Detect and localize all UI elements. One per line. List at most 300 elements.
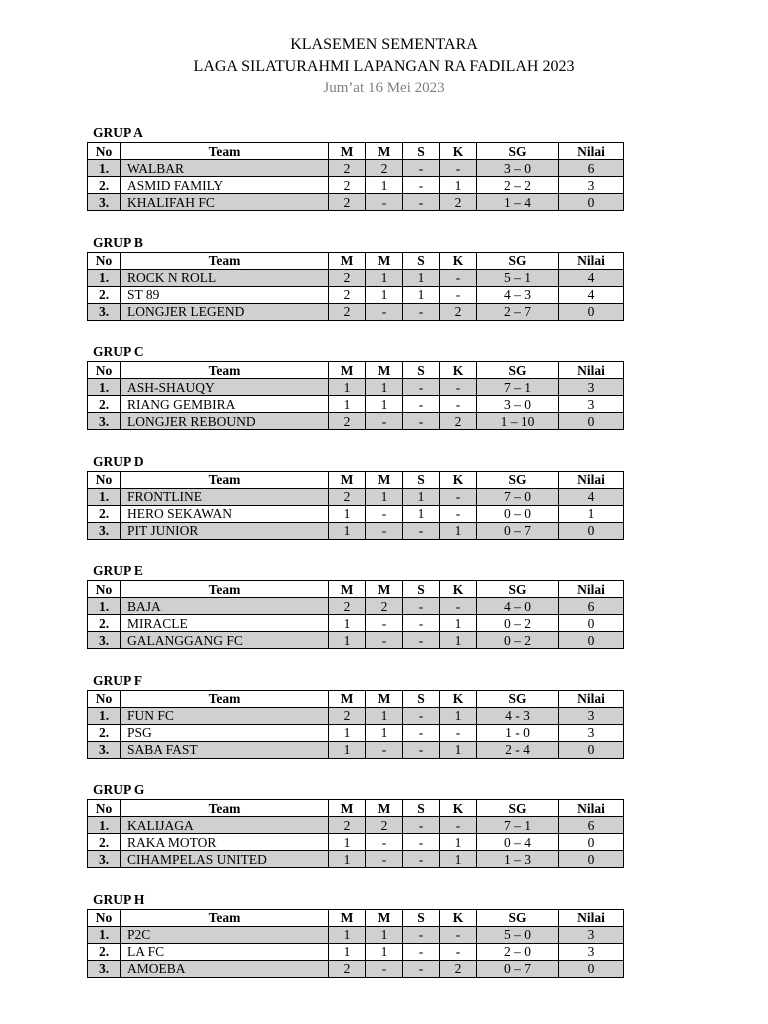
group-title: GRUP G	[93, 782, 145, 797]
goal-score: 7 – 0	[477, 488, 559, 505]
table-row	[88, 598, 624, 615]
standings-groups	[87, 125, 624, 1001]
table-row	[88, 851, 624, 868]
row-number: 1.	[88, 817, 121, 834]
column-header: M	[366, 471, 403, 488]
goal-score: 3 – 0	[477, 396, 559, 413]
won: 2	[366, 160, 403, 177]
draw: -	[403, 851, 440, 868]
column-header: K	[440, 800, 477, 817]
goal-score: 4 – 0	[477, 598, 559, 615]
row-number: 1.	[88, 160, 121, 177]
column-header: SG	[477, 362, 559, 379]
column-header: M	[329, 362, 366, 379]
table-row	[88, 741, 624, 758]
column-header: No	[88, 143, 121, 160]
team-name: RIANG GEMBIRA	[121, 396, 329, 413]
lost: 1	[440, 741, 477, 758]
lost: -	[440, 286, 477, 303]
won: 2	[366, 598, 403, 615]
points: 4	[559, 269, 624, 286]
draw: -	[403, 707, 440, 724]
played: 1	[329, 834, 366, 851]
lost: 1	[440, 522, 477, 539]
column-header: Nilai	[559, 690, 624, 707]
played: 2	[329, 160, 366, 177]
points: 3	[559, 379, 624, 396]
row-number: 3.	[88, 522, 121, 539]
goal-score: 2 - 4	[477, 741, 559, 758]
lost: 2	[440, 194, 477, 211]
row-number: 2.	[88, 505, 121, 522]
group-section	[87, 454, 624, 564]
points: 4	[559, 488, 624, 505]
played: 1	[329, 632, 366, 649]
team-name: GALANGGANG FC	[121, 632, 329, 649]
draw: -	[403, 413, 440, 430]
lost: 1	[440, 615, 477, 632]
column-header: K	[440, 252, 477, 269]
draw: -	[403, 598, 440, 615]
table-row	[88, 194, 624, 211]
goal-score: 3 – 0	[477, 160, 559, 177]
goal-score: 4 - 3	[477, 707, 559, 724]
column-header: K	[440, 690, 477, 707]
column-header: Team	[121, 362, 329, 379]
group-section	[87, 673, 624, 783]
column-header: No	[88, 252, 121, 269]
draw: -	[403, 194, 440, 211]
draw: -	[403, 396, 440, 413]
goal-score: 0 – 2	[477, 615, 559, 632]
played: 2	[329, 817, 366, 834]
played: 2	[329, 960, 366, 977]
points: 3	[559, 707, 624, 724]
column-header: No	[88, 581, 121, 598]
points: 0	[559, 303, 624, 320]
played: 1	[329, 926, 366, 943]
draw: 1	[403, 286, 440, 303]
row-number: 3.	[88, 960, 121, 977]
table-row	[88, 522, 624, 539]
row-number: 2.	[88, 286, 121, 303]
column-header: M	[329, 800, 366, 817]
standings-table	[87, 252, 624, 321]
row-number: 2.	[88, 615, 121, 632]
table-row	[88, 834, 624, 851]
column-header: K	[440, 471, 477, 488]
row-number: 1.	[88, 488, 121, 505]
row-number: 3.	[88, 851, 121, 868]
table-row	[88, 926, 624, 943]
column-header: Team	[121, 800, 329, 817]
points: 0	[559, 632, 624, 649]
column-header: Nilai	[559, 581, 624, 598]
team-name: P2C	[121, 926, 329, 943]
points: 0	[559, 741, 624, 758]
standings-table	[87, 580, 624, 649]
lost: -	[440, 505, 477, 522]
points: 0	[559, 851, 624, 868]
draw: 1	[403, 505, 440, 522]
column-header: M	[329, 252, 366, 269]
points: 0	[559, 413, 624, 430]
goal-score: 7 – 1	[477, 379, 559, 396]
lost: 1	[440, 632, 477, 649]
won: 1	[366, 286, 403, 303]
team-name: HERO SEKAWAN	[121, 505, 329, 522]
team-name: FRONTLINE	[121, 488, 329, 505]
draw: -	[403, 177, 440, 194]
row-number: 2.	[88, 943, 121, 960]
won: -	[366, 851, 403, 868]
column-header: M	[329, 690, 366, 707]
column-header: SG	[477, 690, 559, 707]
team-name: LA FC	[121, 943, 329, 960]
lost: -	[440, 379, 477, 396]
row-number: 2.	[88, 834, 121, 851]
won: -	[366, 194, 403, 211]
standings-table	[87, 471, 624, 540]
played: 1	[329, 741, 366, 758]
column-header: M	[329, 143, 366, 160]
played: 2	[329, 488, 366, 505]
team-name: ROCK N ROLL	[121, 269, 329, 286]
team-name: KHALIFAH FC	[121, 194, 329, 211]
team-name: RAKA MOTOR	[121, 834, 329, 851]
team-name: KALIJAGA	[121, 817, 329, 834]
goal-score: 0 – 0	[477, 505, 559, 522]
team-name: LONGJER REBOUND	[121, 413, 329, 430]
won: 1	[366, 269, 403, 286]
row-number: 2.	[88, 396, 121, 413]
column-header: M	[329, 581, 366, 598]
table-row	[88, 396, 624, 413]
column-header: K	[440, 909, 477, 926]
document-title: KLASEMEN SEMENTARA	[290, 36, 478, 53]
column-header: M	[366, 581, 403, 598]
draw: -	[403, 615, 440, 632]
column-header: M	[366, 362, 403, 379]
team-name: WALBAR	[121, 160, 329, 177]
column-header: SG	[477, 471, 559, 488]
table-row	[88, 724, 624, 741]
table-row	[88, 379, 624, 396]
column-header: SG	[477, 909, 559, 926]
column-header: S	[403, 800, 440, 817]
table-row	[88, 615, 624, 632]
row-number: 3.	[88, 194, 121, 211]
team-name: LONGJER LEGEND	[121, 303, 329, 320]
goal-score: 4 – 3	[477, 286, 559, 303]
played: 2	[329, 707, 366, 724]
row-number: 1.	[88, 707, 121, 724]
lost: 2	[440, 960, 477, 977]
column-header: M	[329, 471, 366, 488]
group-title: GRUP F	[93, 672, 143, 688]
table-row	[88, 943, 624, 960]
points: 0	[559, 194, 624, 211]
won: -	[366, 413, 403, 430]
group-title: GRUP B	[93, 234, 143, 250]
table-header-row	[88, 362, 624, 379]
column-header: SG	[477, 800, 559, 817]
goal-score: 2 – 7	[477, 303, 559, 320]
won: -	[366, 834, 403, 851]
won: 1	[366, 379, 403, 396]
table-row	[88, 488, 624, 505]
table-header-row	[88, 800, 624, 817]
points: 3	[559, 724, 624, 741]
points: 1	[559, 505, 624, 522]
goal-score: 5 – 0	[477, 926, 559, 943]
column-header: M	[366, 143, 403, 160]
row-number: 1.	[88, 379, 121, 396]
table-row	[88, 413, 624, 430]
played: 1	[329, 379, 366, 396]
played: 1	[329, 615, 366, 632]
table-row	[88, 817, 624, 834]
group-title: GRUP H	[93, 891, 145, 907]
draw: -	[403, 522, 440, 539]
points: 0	[559, 960, 624, 977]
column-header: Team	[121, 471, 329, 488]
won: -	[366, 615, 403, 632]
row-number: 3.	[88, 741, 121, 758]
column-header: M	[366, 800, 403, 817]
draw: 1	[403, 488, 440, 505]
row-number: 3.	[88, 632, 121, 649]
draw: -	[403, 724, 440, 741]
group-title: GRUP A	[93, 125, 143, 140]
goal-score: 0 – 7	[477, 960, 559, 977]
draw: -	[403, 817, 440, 834]
played: 2	[329, 303, 366, 320]
team-name: PIT JUNIOR	[121, 522, 329, 539]
draw: -	[403, 632, 440, 649]
row-number: 2.	[88, 724, 121, 741]
table-header-row	[88, 471, 624, 488]
points: 6	[559, 817, 624, 834]
lost: 1	[440, 707, 477, 724]
column-header: M	[366, 909, 403, 926]
team-name: BAJA	[121, 598, 329, 615]
lost: 2	[440, 413, 477, 430]
lost: -	[440, 926, 477, 943]
column-header: No	[88, 471, 121, 488]
lost: -	[440, 396, 477, 413]
column-header: SG	[477, 252, 559, 269]
won: 1	[366, 724, 403, 741]
draw: -	[403, 303, 440, 320]
column-header: Nilai	[559, 143, 624, 160]
column-header: K	[440, 362, 477, 379]
table-row	[88, 160, 624, 177]
document-header	[0, 34, 768, 98]
row-number: 2.	[88, 177, 121, 194]
column-header: Team	[121, 690, 329, 707]
draw: -	[403, 960, 440, 977]
draw: 1	[403, 269, 440, 286]
table-header-row	[88, 252, 624, 269]
lost: 2	[440, 303, 477, 320]
row-number: 1.	[88, 269, 121, 286]
lost: -	[440, 598, 477, 615]
played: 2	[329, 598, 366, 615]
goal-score: 0 – 2	[477, 632, 559, 649]
played: 2	[329, 269, 366, 286]
team-name: PSG	[121, 724, 329, 741]
group-title: GRUP C	[93, 344, 144, 359]
column-header: S	[403, 581, 440, 598]
team-name: MIRACLE	[121, 615, 329, 632]
column-header: S	[403, 690, 440, 707]
standings-table	[87, 142, 624, 211]
goal-score: 0 – 7	[477, 522, 559, 539]
won: -	[366, 632, 403, 649]
won: -	[366, 741, 403, 758]
draw: -	[403, 741, 440, 758]
team-name: AMOEBA	[121, 960, 329, 977]
table-row	[88, 286, 624, 303]
table-row	[88, 303, 624, 320]
column-header: S	[403, 362, 440, 379]
points: 0	[559, 522, 624, 539]
standings-table	[87, 799, 624, 868]
played: 2	[329, 413, 366, 430]
column-header: Nilai	[559, 909, 624, 926]
column-header: M	[366, 252, 403, 269]
points: 6	[559, 598, 624, 615]
draw: -	[403, 160, 440, 177]
goal-score: 1 – 3	[477, 851, 559, 868]
column-header: No	[88, 690, 121, 707]
table-row	[88, 960, 624, 977]
group-section	[87, 235, 624, 345]
table-row	[88, 177, 624, 194]
group-title: GRUP E	[93, 563, 143, 578]
column-header: Team	[121, 581, 329, 598]
row-number: 1.	[88, 926, 121, 943]
team-name: FUN FC	[121, 707, 329, 724]
won: -	[366, 303, 403, 320]
column-header: M	[366, 690, 403, 707]
column-header: Team	[121, 143, 329, 160]
points: 3	[559, 396, 624, 413]
lost: 1	[440, 177, 477, 194]
played: 2	[329, 286, 366, 303]
group-section	[87, 563, 624, 673]
won: 1	[366, 943, 403, 960]
team-name: ASMID FAMILY	[121, 177, 329, 194]
table-row	[88, 632, 624, 649]
table-row	[88, 707, 624, 724]
standings-table	[87, 690, 624, 759]
lost: -	[440, 724, 477, 741]
table-header-row	[88, 909, 624, 926]
column-header: No	[88, 800, 121, 817]
lost: -	[440, 488, 477, 505]
column-header: No	[88, 362, 121, 379]
column-header: S	[403, 471, 440, 488]
group-section	[87, 782, 624, 892]
row-number: 1.	[88, 598, 121, 615]
lost: 1	[440, 851, 477, 868]
points: 3	[559, 926, 624, 943]
goal-score: 7 – 1	[477, 817, 559, 834]
document-subtitle: LAGA SILATURAHMI LAPANGAN RA FADILAH 2023	[193, 58, 575, 75]
team-name: ASH-SHAUQY	[121, 379, 329, 396]
won: -	[366, 505, 403, 522]
points: 0	[559, 834, 624, 851]
group-section	[87, 344, 624, 454]
column-header: S	[403, 909, 440, 926]
played: 1	[329, 724, 366, 741]
won: 1	[366, 926, 403, 943]
column-header: S	[403, 143, 440, 160]
points: 4	[559, 286, 624, 303]
points: 0	[559, 615, 624, 632]
table-header-row	[88, 143, 624, 160]
group-section	[87, 125, 624, 235]
row-number: 3.	[88, 413, 121, 430]
column-header: Team	[121, 252, 329, 269]
group-title: GRUP D	[93, 453, 144, 469]
table-row	[88, 505, 624, 522]
played: 1	[329, 851, 366, 868]
won: 2	[366, 817, 403, 834]
played: 2	[329, 177, 366, 194]
played: 1	[329, 522, 366, 539]
goal-score: 2 – 0	[477, 943, 559, 960]
goal-score: 5 – 1	[477, 269, 559, 286]
table-header-row	[88, 581, 624, 598]
column-header: No	[88, 909, 121, 926]
draw: -	[403, 943, 440, 960]
column-header: SG	[477, 143, 559, 160]
draw: -	[403, 379, 440, 396]
column-header: K	[440, 581, 477, 598]
column-header: M	[329, 909, 366, 926]
played: 1	[329, 505, 366, 522]
column-header: Nilai	[559, 252, 624, 269]
won: -	[366, 960, 403, 977]
lost: -	[440, 269, 477, 286]
column-header: SG	[477, 581, 559, 598]
column-header: S	[403, 252, 440, 269]
row-number: 3.	[88, 303, 121, 320]
group-section	[87, 892, 624, 1002]
won: 1	[366, 488, 403, 505]
draw: -	[403, 834, 440, 851]
standings-table	[87, 361, 624, 430]
lost: -	[440, 817, 477, 834]
points: 6	[559, 160, 624, 177]
played: 1	[329, 396, 366, 413]
table-row	[88, 269, 624, 286]
lost: -	[440, 160, 477, 177]
goal-score: 0 – 4	[477, 834, 559, 851]
goal-score: 1 – 10	[477, 413, 559, 430]
team-name: CIHAMPELAS UNITED	[121, 851, 329, 868]
lost: -	[440, 943, 477, 960]
document-date: Jum’at 16 Mei 2023	[323, 80, 445, 96]
column-header: Team	[121, 909, 329, 926]
column-header: Nilai	[559, 800, 624, 817]
column-header: Nilai	[559, 471, 624, 488]
won: -	[366, 522, 403, 539]
goal-score: 1 - 0	[477, 724, 559, 741]
